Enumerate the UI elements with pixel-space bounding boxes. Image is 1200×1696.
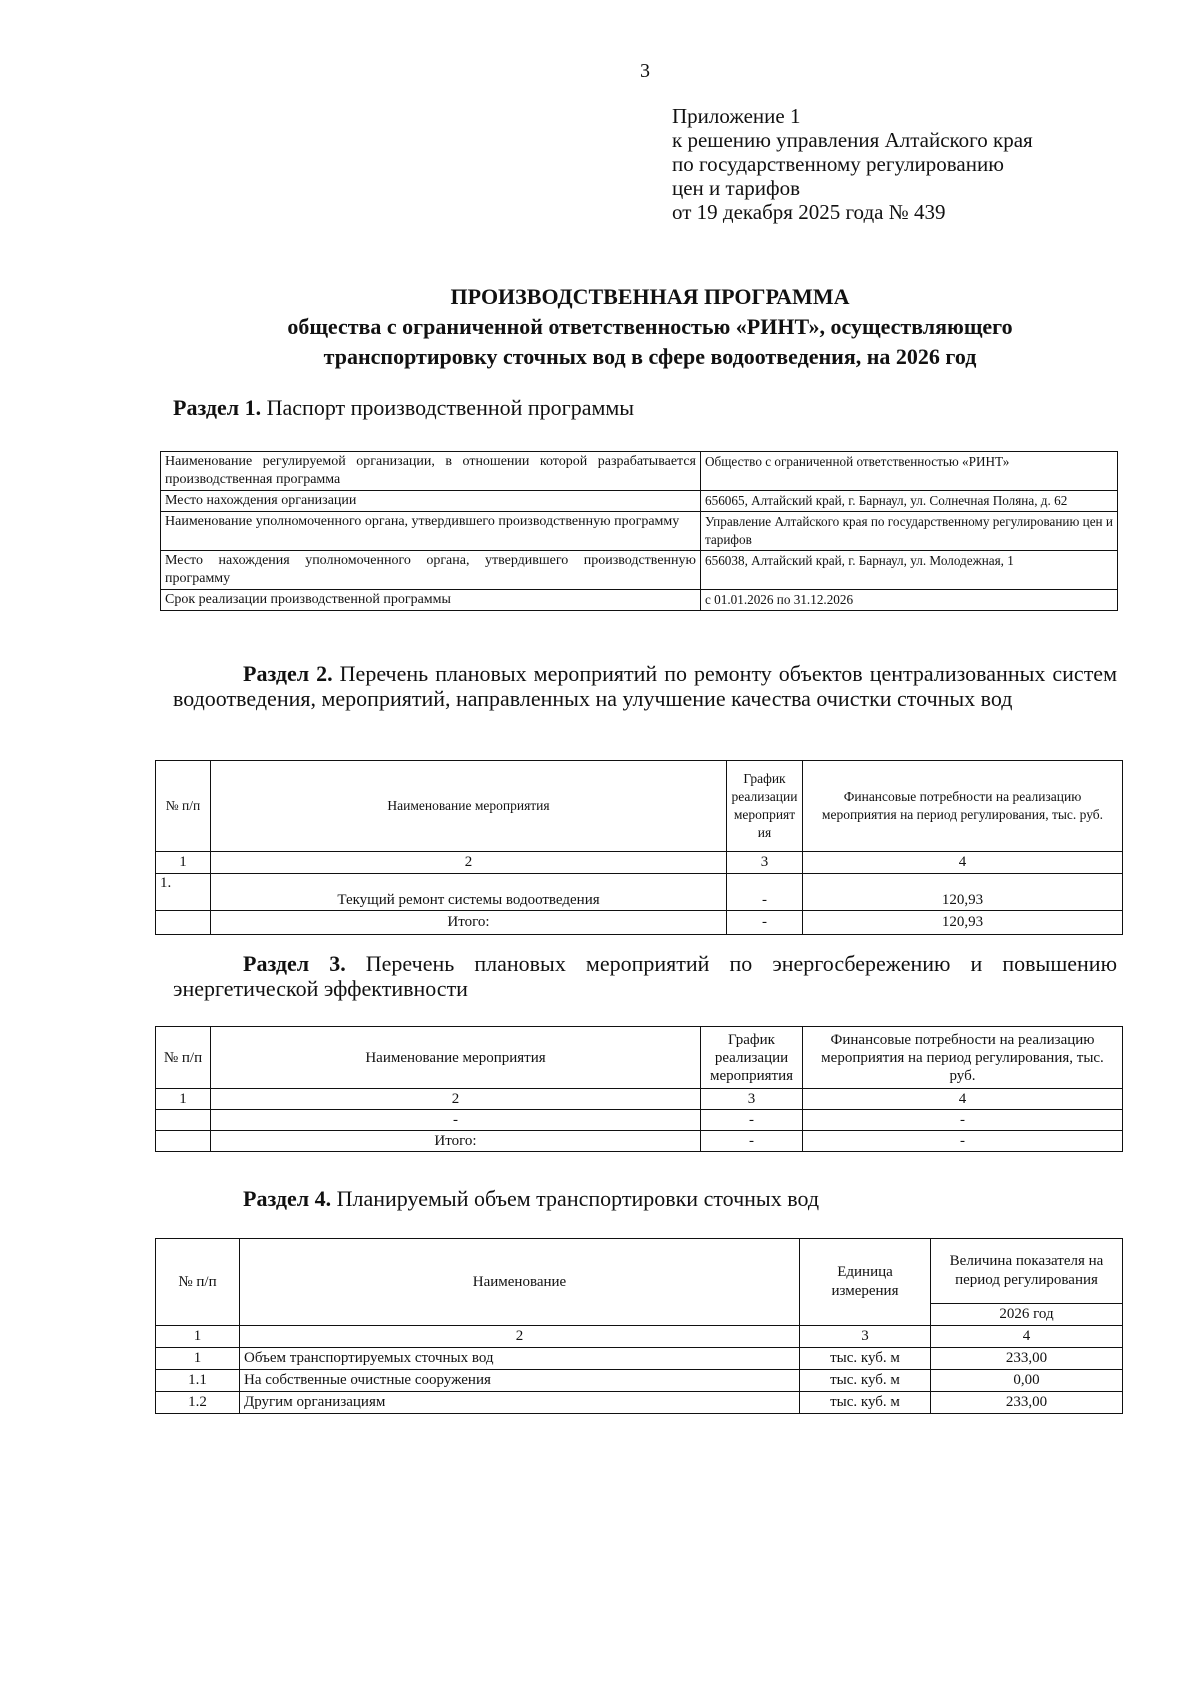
col-number: 4 <box>931 1326 1123 1348</box>
header-name: Наименование мероприятия <box>211 1027 701 1089</box>
col-number: 3 <box>701 1089 803 1110</box>
col-number: 1 <box>156 852 211 874</box>
table-cell: Управление Алтайского края по государственному регулированию цен и тарифов <box>701 512 1118 551</box>
section1-title: Паспорт производственной программы <box>266 395 635 420</box>
table-row <box>156 1326 1123 1348</box>
table-cell: 1. <box>156 874 211 911</box>
table-cell: 1 <box>156 1348 240 1370</box>
title-line-2: общества с ограниченной ответственностью «РИНТ», осуществляющего <box>287 314 1013 339</box>
header-value: Величина показателя на период регулирования <box>931 1239 1123 1304</box>
appendix-line: к решению управления Алтайского края <box>672 128 1033 152</box>
table-row <box>156 1131 1123 1152</box>
section3-label: Раздел 3. <box>243 951 346 976</box>
table-cell: Место нахождения уполномоченного органа, утвердившего производственную программу <box>161 551 701 590</box>
passport-table <box>160 451 1118 611</box>
section2-table <box>155 760 1123 935</box>
header-num: № п/п <box>156 761 211 852</box>
table-header-row <box>156 761 1123 852</box>
header-schedule: График реализации мероприятия <box>701 1027 803 1089</box>
table-row <box>156 1110 1123 1131</box>
table-cell: 656038, Алтайский край, г. Барнаул, ул. Молодежная, 1 <box>701 551 1118 590</box>
total-label: Итого: <box>211 911 727 935</box>
section3-title: Перечень плановых мероприятий по энергосбережению и повышению энергетической эффективности <box>173 951 1118 1001</box>
table-cell: - <box>211 1110 701 1131</box>
table-row <box>156 1392 1123 1414</box>
table-row <box>156 852 1123 874</box>
table-cell: - <box>803 1110 1123 1131</box>
table-cell: Объем транспортируемых сточных вод <box>240 1348 800 1370</box>
table-row <box>156 874 1123 911</box>
section4-table <box>155 1238 1123 1414</box>
table-cell: 1.2 <box>156 1392 240 1414</box>
col-number: 2 <box>240 1326 800 1348</box>
header-num: № п/п <box>156 1027 211 1089</box>
table-cell: 120,93 <box>803 874 1123 911</box>
table-cell: Общество с ограниченной ответственностью «РИНТ» <box>701 452 1118 491</box>
col-number: 4 <box>803 1089 1123 1110</box>
table-cell <box>156 1110 211 1131</box>
section3-heading <box>173 951 1117 1001</box>
table-row <box>156 1089 1123 1110</box>
table-cell: - <box>727 874 803 911</box>
table-cell: На собственные очистные сооружения <box>240 1370 800 1392</box>
header-finance: Финансовые потребности на реализацию мероприятия на период регулирования, тыс. руб. <box>803 761 1123 852</box>
title-line-1: ПРОИЗВОДСТВЕННАЯ ПРОГРАММА <box>450 284 850 309</box>
table-row <box>156 1370 1123 1392</box>
col-number: 3 <box>727 852 803 874</box>
table-cell: тыс. куб. м <box>800 1348 931 1370</box>
header-name: Наименование мероприятия <box>211 761 727 852</box>
document-title <box>150 282 1150 372</box>
table-row <box>161 590 1118 611</box>
page-number: 3 <box>640 60 650 82</box>
table-row <box>161 551 1118 590</box>
table-cell: 656065, Алтайский край, г. Барнаул, ул. Солнечная Поляна, д. 62 <box>701 491 1118 512</box>
table-cell: 233,00 <box>931 1348 1123 1370</box>
table-cell: 0,00 <box>931 1370 1123 1392</box>
title-line-3: транспортировку сточных вод в сфере водоотведения, на 2026 год <box>323 344 977 369</box>
table-cell: тыс. куб. м <box>800 1370 931 1392</box>
table-row <box>156 911 1123 935</box>
table-cell: - <box>727 911 803 935</box>
table-header-row <box>156 1027 1123 1089</box>
col-number: 2 <box>211 1089 701 1110</box>
table-cell <box>156 1131 211 1152</box>
table-cell: с 01.01.2026 по 31.12.2026 <box>701 590 1118 611</box>
header-name: Наименование <box>240 1239 800 1326</box>
table-cell: Другим организациям <box>240 1392 800 1414</box>
section2-heading <box>173 661 1117 711</box>
total-label: Итого: <box>211 1131 701 1152</box>
col-number: 2 <box>211 852 727 874</box>
section3-table <box>155 1026 1123 1152</box>
section2-label: Раздел 2. <box>243 661 333 686</box>
header-year: 2026 год <box>931 1304 1123 1326</box>
section4-title: Планируемый объем транспортировки сточных вод <box>336 1186 820 1211</box>
table-cell: 233,00 <box>931 1392 1123 1414</box>
table-cell: 120,93 <box>803 911 1123 935</box>
header-finance: Финансовые потребности на реализацию мероприятия на период регулирования, тыс. руб. <box>803 1027 1123 1089</box>
appendix-line: цен и тарифов <box>672 176 801 200</box>
col-number: 3 <box>800 1326 931 1348</box>
table-cell: 1.1 <box>156 1370 240 1392</box>
col-number: 1 <box>156 1326 240 1348</box>
appendix-line: от 19 декабря 2025 года № 439 <box>672 200 946 224</box>
header-num: № п/п <box>156 1239 240 1326</box>
table-cell: тыс. куб. м <box>800 1392 931 1414</box>
table-row <box>161 452 1118 491</box>
section4-label: Раздел 4. <box>243 1186 332 1211</box>
section1-label: Раздел 1. <box>173 395 262 420</box>
table-header-row <box>156 1239 1123 1304</box>
col-number: 1 <box>156 1089 211 1110</box>
table-cell: Наименование регулируемой организации, в отношении которой разрабатывается производственная программа <box>161 452 701 491</box>
col-number: 4 <box>803 852 1123 874</box>
table-row <box>161 491 1118 512</box>
table-cell: Срок реализации производственной программы <box>161 590 701 611</box>
table-cell: Текущий ремонт системы водоотведения <box>211 874 727 911</box>
header-unit: Единица измерения <box>800 1239 931 1326</box>
table-cell: Место нахождения организации <box>161 491 701 512</box>
section2-title: Перечень плановых мероприятий по ремонту объектов централизованных систем водоотведения, мероприятий, направленных на улучшение качества очистки сточных вод <box>173 661 1117 711</box>
section4-heading <box>243 1186 819 1211</box>
appendix-line: Приложение 1 <box>672 104 801 128</box>
table-cell: - <box>701 1131 803 1152</box>
header-schedule: График реализации мероприят ия <box>727 761 803 852</box>
appendix-line: по государственному регулированию <box>672 152 1004 176</box>
table-cell: Наименование уполномоченного органа, утвердившего производственную программу <box>161 512 701 551</box>
appendix-block <box>672 104 1033 224</box>
table-cell: - <box>803 1131 1123 1152</box>
table-cell: - <box>701 1110 803 1131</box>
table-row <box>156 1348 1123 1370</box>
table-row <box>161 512 1118 551</box>
section1-heading <box>173 395 634 420</box>
table-cell <box>156 911 211 935</box>
